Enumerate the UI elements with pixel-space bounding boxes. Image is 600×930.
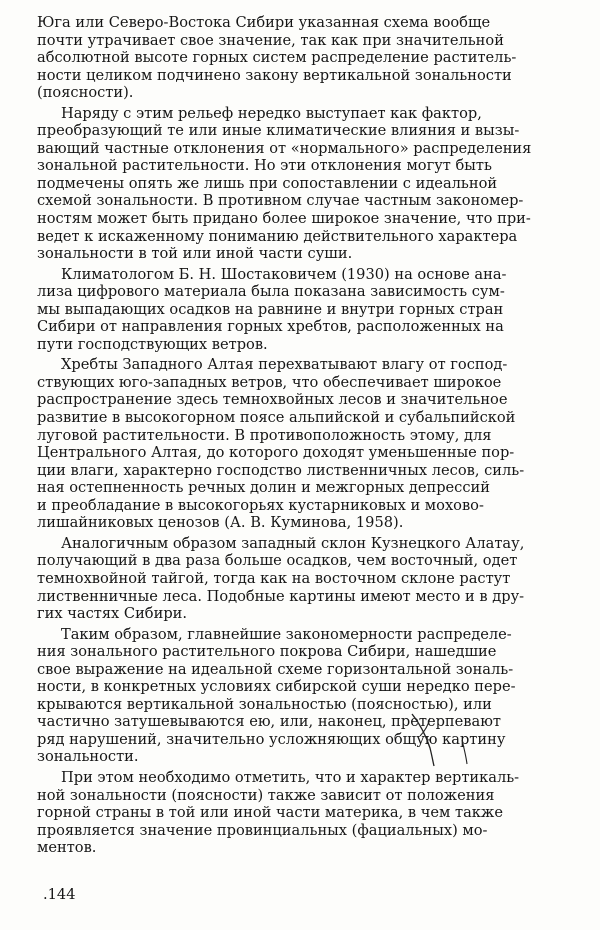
text-line: Сибири от направления горных хребтов, расположенных на <box>37 318 504 336</box>
text-line: ностям может быть придано более широкое значение, что при- <box>37 210 531 228</box>
text-line: Климатологом Б. Н. Шостаковичем (1930) на основе ана- <box>61 265 507 283</box>
text-line: лишайниковых ценозов (А. В. Куминова, 1958). <box>37 514 404 532</box>
text-line: почти утрачивает свое значение, так как при значительной <box>37 31 504 49</box>
text-line: горной страны в той или иной части материка, в чем также <box>37 804 503 822</box>
text-line: Центрального Алтая, до которого доходят уменьшенные пор- <box>37 444 515 462</box>
paragraph <box>37 14 567 102</box>
text-line: подмечены опять же лишь при сопоставлении с идеальной <box>37 174 498 192</box>
text-line: ния зонального растительного покрова Сибири, нашедшие <box>37 643 497 661</box>
page-number: .144 <box>43 886 76 903</box>
text-line: ная остепненность речных долин и межгорных депрессий <box>37 479 490 497</box>
text-line: схемой зональности. В противном случае частным закономер- <box>37 192 524 210</box>
text-line: гих частях Сибири. <box>37 605 188 623</box>
text-line: ряд нарушений, значительно усложняющих общую картину <box>37 730 506 748</box>
text-line: зональной растительности. Но эти отклонения могут быть <box>37 157 492 175</box>
text-line: (поясности). <box>37 84 134 102</box>
text-line: ности, в конкретных условиях сибирской суши нередко пере- <box>37 678 516 696</box>
text-line: Аналогичным образом западный склон Кузнецкого Алатау, <box>61 534 525 552</box>
text-line: Таким образом, главнейшие закономерности распределе- <box>61 625 512 643</box>
text-line: ведет к искаженному пониманию действительного характера <box>37 227 518 245</box>
text-line: получающий в два раза больше осадков, чем восточный, одет <box>37 552 518 570</box>
text-line: распространение здесь темнохвойных лесов и значительное <box>37 391 508 409</box>
text-line: ной зональности (поясности) также зависит от положения <box>37 786 495 804</box>
text-line: ции влаги, характерно господство лиственничных лесов, силь- <box>37 461 525 479</box>
paragraph <box>37 535 567 623</box>
paragraph <box>37 356 567 531</box>
text-line: лиза цифрового материала была показана зависимость сум- <box>37 283 505 301</box>
text-line: зональности в той или иной части суши. <box>37 245 353 263</box>
text-line: частично затушевываются ею, или, наконец, претерпевают <box>37 713 501 731</box>
text-line: ствующих юго-западных ветров, что обеспечивает широкое <box>37 373 502 391</box>
text-line: При этом необходимо отметить, что и характер вертикаль- <box>61 768 520 786</box>
text-line: вающий частные отклонения от «нормального» распределения <box>37 139 532 157</box>
text-line: абсолютной высоте горных систем распределение раститель- <box>37 49 517 67</box>
text-line: крываются вертикальной зональностью (поясностью), или <box>37 695 492 713</box>
paragraph <box>37 769 567 857</box>
text-line: и преобладание в высокогорьях кустарниковых и мохово- <box>37 496 484 514</box>
text-line: Юга или Северо-Востока Сибири указанная схема вообще <box>37 14 491 31</box>
text-line: Хребты Западного Алтая перехватывают влагу от господ- <box>61 356 508 374</box>
text-line: луговой растительности. В противоположность этому, для <box>37 426 492 444</box>
text-line: пути господствующих ветров. <box>37 335 268 353</box>
text-line: ности целиком подчинено закону вертикальной зональности <box>37 66 512 84</box>
text-line: зональности. <box>37 748 139 766</box>
text-line: преобразующий те или иные климатические влияния и вызы- <box>37 122 520 140</box>
paragraph <box>37 626 567 766</box>
text-line: проявляется значение провинциальных (фациальных) мо- <box>37 821 488 839</box>
text-line: развитие в высокогорном поясе альпийской и субальпийской <box>37 409 516 427</box>
paragraph <box>37 105 567 263</box>
text-line: свое выражение на идеальной схеме горизонтальной зональ- <box>37 660 514 678</box>
text-line: ментов. <box>37 839 97 857</box>
text-line: мы выпадающих осадков на равнине и внутри горных стран <box>37 300 504 318</box>
body-text <box>37 14 567 857</box>
paragraph <box>37 266 567 354</box>
text-line: темнохвойной тайгой, тогда как на восточном склоне растут <box>37 569 511 587</box>
text-line: лиственничные леса. Подобные картины имеют место и в дру- <box>37 587 525 605</box>
text-line: Наряду с этим рельеф нередко выступает как фактор, <box>61 104 482 122</box>
